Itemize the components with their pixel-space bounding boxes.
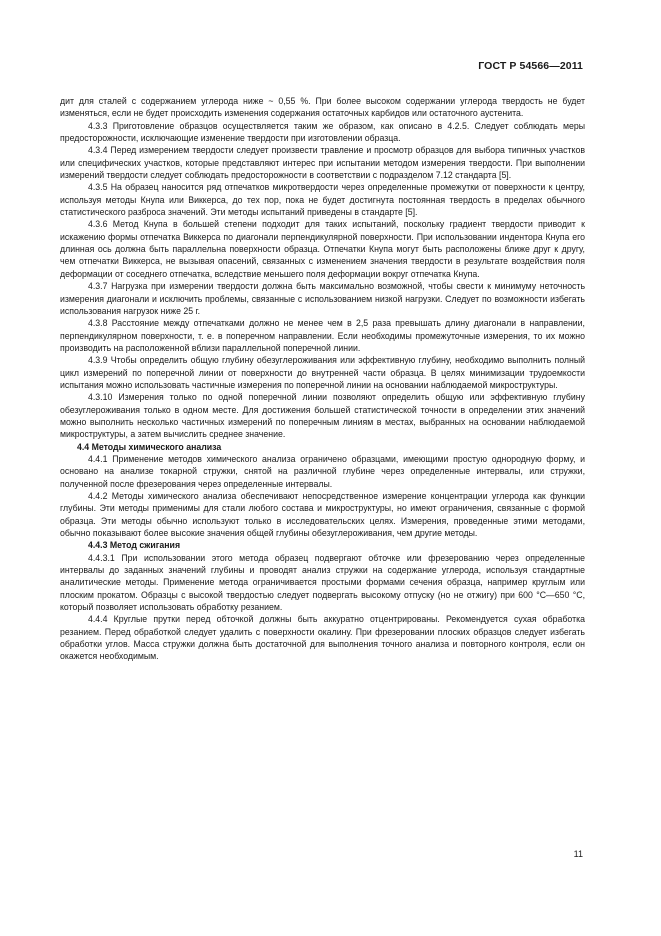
- subsection-heading-4-4-3: 4.4.3 Метод сжигания: [88, 540, 181, 551]
- paragraph-4-3-9: 4.3.9 Чтобы определить общую глубину обезуглероживания или эффективную глубину, необходимо выполнить полный цикл измерений по поперечной линии от поверхности до внутренней части образца. В целях минимизации трудоемкости испытания можно использовать частичные измерения по поперечной линии на основании наблюдаемой микроструктуры.: [60, 355, 585, 390]
- paragraph-4-4-4: 4.4.4 Круглые прутки перед обточкой должны быть аккуратно отцентрированы. Рекомендуется сухая обработка резанием. Перед обработкой следует удалить с поверхности окалину. При фрезеровании плоских образцов следует избегать обработки углов. Масса стружки должна быть достаточной для выполнения точного анализа и повторного контроля, если он окажется необходимым.: [60, 614, 585, 662]
- paragraph-continuation: дит для сталей с содержанием углерода ниже ~ 0,55 %. При более высоком содержании углерода твердость не будет изменяться, если не будет происходить изменения содержания остаточных карбидов или остаточного аустенита.: [60, 96, 585, 119]
- paragraph-4-3-3: 4.3.3 Приготовление образцов осуществляется таким же образом, как описано в 4.2.5. Следует соблюдать меры предосторожности, исключающие изменение твердости при изготовлении образца.: [60, 120, 585, 144]
- paragraph-4-4-3-1: 4.4.3.1 При использовании этого метода образец подвергают обточке или фрезерованию через определенные интервалы до заданных значений глубины и проводят анализ стружки на содержание углерода, используя стандартные аналитические методы. Применение метода ограничивается простыми формами сечения образца, например круглым или плоским прокатом. Образцы с высокой твердостью следует подвергать высокому отпуску (но не отжигу) при 600 °С—650 °С, который позволяет использовать обработку резанием.: [60, 552, 585, 613]
- paragraph-4-3-10: 4.3.10 Измерения только по одной поперечной линии позволяют определить общую или эффективную глубину обезуглероживания только в одном месте. Для достижения большей статистической точности в определении этих значений можно выполнить несколько частичных измерений по поперечным линиям в местах, выбранных на основании наблюдаемой микроструктуры, а затем вычислить среднее значение.: [60, 392, 585, 440]
- page-number: 11: [573, 849, 583, 859]
- paragraph-4-3-8: 4.3.8 Расстояние между отпечатками должно не менее чем в 2,5 раза превышать длину диагонали в направлении, перпендикулярном поверхности, т. е. в поперечном направлении. Если необходимы промежуточные измерения, то их можно производить на расположенной вблизи параллельной поперечной линии.: [60, 318, 585, 353]
- paragraph-4-3-4: 4.3.4 Перед измерением твердости следует произвести травление и просмотр образцов для выбора типичных участков или специфических участков, которые представляют интерес при испытании методом измерения твердости. При выполнении измерений твердости следует соблюдать предосторожности в соответствии с подразделом 7.12 стандарта [5].: [60, 145, 585, 181]
- paragraph-4-4-1: 4.4.1 Применение методов химического анализа ограничено образцами, имеющими простую однородную форму, и основано на анализе токарной стружки, снятой на различной глубине через определенные интервалы, или стружки, полученной после фрезерования через определенные интервалы.: [60, 453, 585, 489]
- paragraph-4-4-2: 4.4.2 Методы химического анализа обеспечивают непосредственное измерение концентрации углерода как функции глубины. Эти методы применимы для стали любого состава и микроструктуры, но имеют ограничения, связанные с формой образца. Эти методы обычно используют только в исследовательских целях. Измерения, проведенные этими методами, обычно показывают более высокие значения общей глубины обезуглероживания, чем другие методы.: [60, 491, 585, 539]
- document-body: [60, 95, 585, 663]
- paragraph-4-3-6: 4.3.6 Метод Кнупа в большей степени подходит для таких испытаний, поскольку градиент твердости приводит к искажению формы отпечатка Виккерса по диагонали перпендикулярной поверхности. При использовании индентора Кнупа его длинная ось должна быть параллельна поверхности образца. Отпечатки Кнупа могут быть расположены ближе друг к другу, чем отпечатки Виккерса, не вызывая опасений, связанных с изменением значения твердости в результате воздействия поля деформации от соседнего отпечатка, вследствие меньшего поля деформации вокруг отпечатка Кнупа.: [60, 219, 585, 279]
- document-header: ГОСТ Р 54566—2011: [478, 60, 583, 72]
- paragraph-4-3-5: 4.3.5 На образец наносится ряд отпечатков микротвердости через определенные промежутки от поверхности к центру, используя методы Кнупа или Виккерса, до тех пор, пока не будет достигнута постоянная твердость в пределах обычного статистического разброса значений. Эти методы испытаний приведены в стандарте [5].: [60, 182, 585, 218]
- paragraph-4-3-7: 4.3.7 Нагрузка при измерении твердости должна быть максимально возможной, чтобы свести к минимуму неточность измерения диагонали и исключить проблемы, связанные с использованием низкой нагрузки. Следует по возможности избегать использования нагрузок ниже 25 г.: [60, 281, 585, 316]
- section-heading-4-4: 4.4 Методы химического анализа: [77, 441, 222, 452]
